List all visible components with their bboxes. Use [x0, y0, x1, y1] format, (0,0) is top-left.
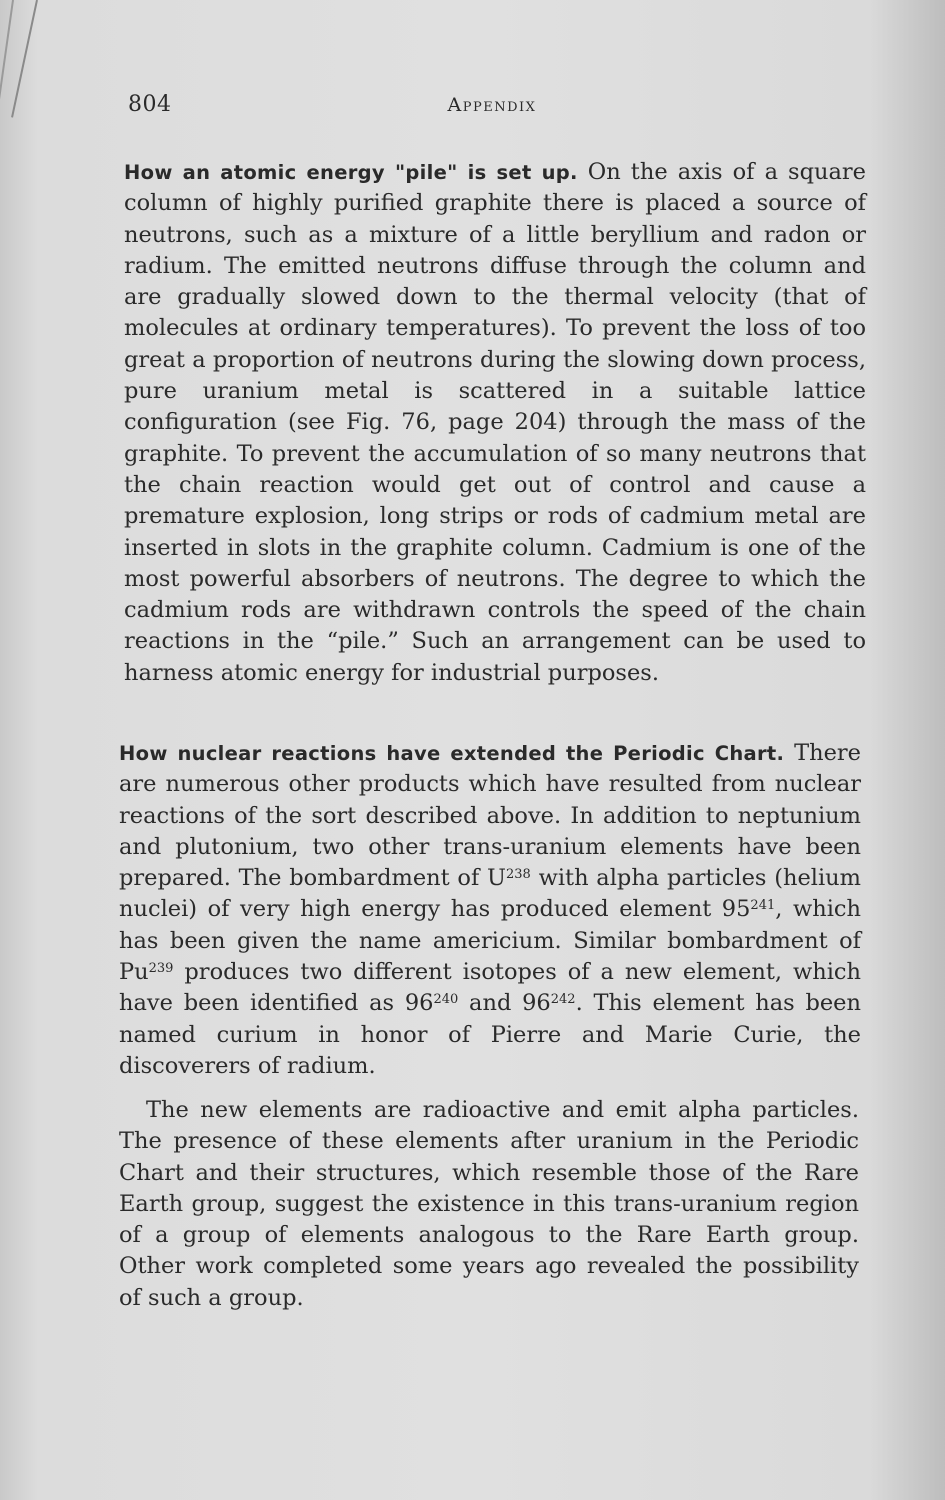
running-head: Appendix: [447, 94, 537, 116]
isotope-superscript: 242: [550, 992, 576, 1008]
isotope-superscript: 240: [433, 992, 459, 1008]
isotope-superscript: 241: [750, 898, 776, 914]
text-run: with alpha particles (helium nuclei) of very high energy has produced element 95: [119, 865, 861, 923]
section-heading: How nuclear reactions have extended the Periodic Chart.: [119, 742, 785, 765]
section-heading: How an atomic energy "pile" is set up.: [124, 161, 578, 184]
binding-edge-inner: [11, 0, 38, 118]
section-periodic-chart: [119, 738, 861, 1082]
isotope-superscript: 239: [148, 961, 174, 977]
binding-edge: [0, 0, 14, 168]
paragraph: [124, 157, 866, 689]
text-run: produces two different isotopes of a new element, which have been identified as 96: [119, 959, 861, 1017]
text-run: . This element has been named curium in honor of Pierre and Marie Curie, the discoverers of radium.: [119, 990, 861, 1079]
page-header: [128, 92, 856, 122]
paragraph-text: The new elements are radioactive and emit alpha particles. The presence of these elements after uranium in the Periodic Chart and their structures, which resemble those of the Rare Earth group, suggest the existence in this trans-uranium region of a group of elements analogous to the Rare Earth group. Other work completed some years ago revealed the possibility of such a group.: [119, 1097, 859, 1311]
text-run: , which has been given the name americium. Similar bombardment of Pu: [119, 896, 861, 986]
text-run: There are numerous other products which have resulted from nuclear reactions of the sort described above. In addition to neptunium and plutonium, two other trans-uranium elements have been prepared. The bombardment of U: [119, 740, 862, 892]
paragraph: [119, 738, 861, 1082]
isotope-superscript: 238: [506, 867, 531, 883]
page-number: 804: [128, 92, 172, 117]
text-run: and 96: [458, 990, 551, 1017]
section-rare-earth: [119, 1095, 859, 1314]
paragraph-text: On the axis of a square column of highly purified graphite there is placed a source of neutrons, such as a mixture of a little beryllium and radon or radium. The emitted neutrons diffuse through the column and are gradually slowed down to the thermal velocity (that of molecules at ordinary temperatures). To prevent the loss of too great a proportion of neutrons during the slowing down process, pure uranium metal is scattered in a suitable lattice configuration (see Fig. 76, page 204) through the mass of the graphite. To prevent the accumulation of so many neutrons that the chain reaction would get out of control and cause a premature explosion, long strips or rods of cadmium metal are inserted in slots in the graphite column. Cadmium is one of the most powerful absorbers of neutrons. The degree to which the cadmium rods are withdrawn controls the speed of the chain reactions in the “pile.” Such an arrangement can be used to harness atomic energy for industrial purposes.: [124, 159, 866, 686]
section-atomic-pile: [124, 157, 866, 689]
